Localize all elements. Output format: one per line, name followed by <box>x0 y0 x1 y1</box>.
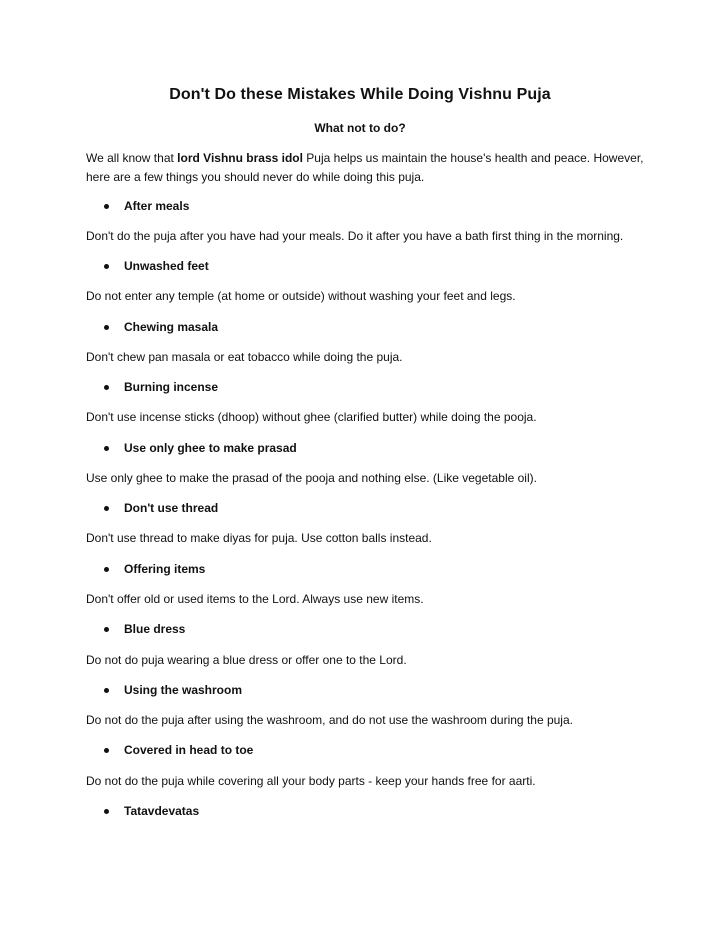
bullet-icon <box>104 264 109 269</box>
bullet-heading: Unwashed feet <box>124 259 209 273</box>
page-title: Don't Do these Mistakes While Doing Vishnu Puja <box>169 86 551 103</box>
intro-bold-text: lord Vishnu brass idol <box>177 151 303 165</box>
bullet-item <box>104 440 297 456</box>
item-paragraph: Don't do the puja after you have had your meals. Do it after you have a bath first thing in the morning. <box>86 229 624 243</box>
item-paragraph: Do not do puja wearing a blue dress or offer one to the Lord. <box>86 653 407 667</box>
item-paragraph: Do not do the puja after using the washroom, and do not use the washroom during the puja. <box>86 713 573 727</box>
bullet-icon <box>104 688 109 693</box>
bullet-heading: Using the washroom <box>124 683 243 697</box>
bullet-item <box>104 803 199 819</box>
bullet-icon <box>104 325 109 330</box>
bullet-icon <box>104 204 109 209</box>
bullet-item <box>104 742 253 758</box>
item-paragraph: Don't use thread to make diyas for puja. Use cotton balls instead. <box>86 531 432 545</box>
bullet-item <box>104 319 218 335</box>
intro-text-before: We all know that <box>86 151 178 165</box>
page-subtitle: What not to do? <box>314 121 406 135</box>
bullet-heading: Chewing masala <box>124 320 219 334</box>
bullet-icon <box>104 385 109 390</box>
item-paragraph: Use only ghee to make the prasad of the pooja and nothing else. (Like vegetable oil). <box>86 471 537 485</box>
bullet-item <box>104 621 185 637</box>
bullet-heading: After meals <box>124 199 190 213</box>
bullet-item <box>104 258 209 274</box>
bullet-item <box>104 682 242 698</box>
bullet-icon <box>104 627 109 632</box>
item-paragraph: Do not do the puja while covering all your body parts - keep your hands free for aarti. <box>86 774 536 788</box>
bullet-item <box>104 198 189 214</box>
bullet-item <box>104 500 218 516</box>
bullet-heading: Covered in head to toe <box>124 743 254 757</box>
bullet-item <box>104 379 218 395</box>
item-paragraph: Don't use incense sticks (dhoop) without ghee (clarified butter) while doing the pooja. <box>86 410 537 424</box>
bullet-heading: Use only ghee to make prasad <box>124 441 297 455</box>
bullet-heading: Burning incense <box>124 380 219 394</box>
bullet-heading: Tatavdevatas <box>124 804 200 818</box>
intro-text-after: Puja helps us maintain the house's health and peace. However, here are a few things you should never do while doing this puja. <box>86 151 644 184</box>
bullet-icon <box>104 446 109 451</box>
item-paragraph: Don't chew pan masala or eat tobacco while doing the puja. <box>86 350 403 364</box>
bullet-icon <box>104 567 109 572</box>
item-paragraph: Don't offer old or used items to the Lord. Always use new items. <box>86 592 424 606</box>
bullet-heading: Blue dress <box>124 622 186 636</box>
intro-paragraph <box>86 149 646 187</box>
bullet-icon <box>104 809 109 814</box>
bullet-item <box>104 561 205 577</box>
item-paragraph: Do not enter any temple (at home or outside) without washing your feet and legs. <box>86 289 516 303</box>
bullet-icon <box>104 506 109 511</box>
bullet-heading: Offering items <box>124 562 206 576</box>
bullet-icon <box>104 748 109 753</box>
bullet-heading: Don't use thread <box>124 501 219 515</box>
